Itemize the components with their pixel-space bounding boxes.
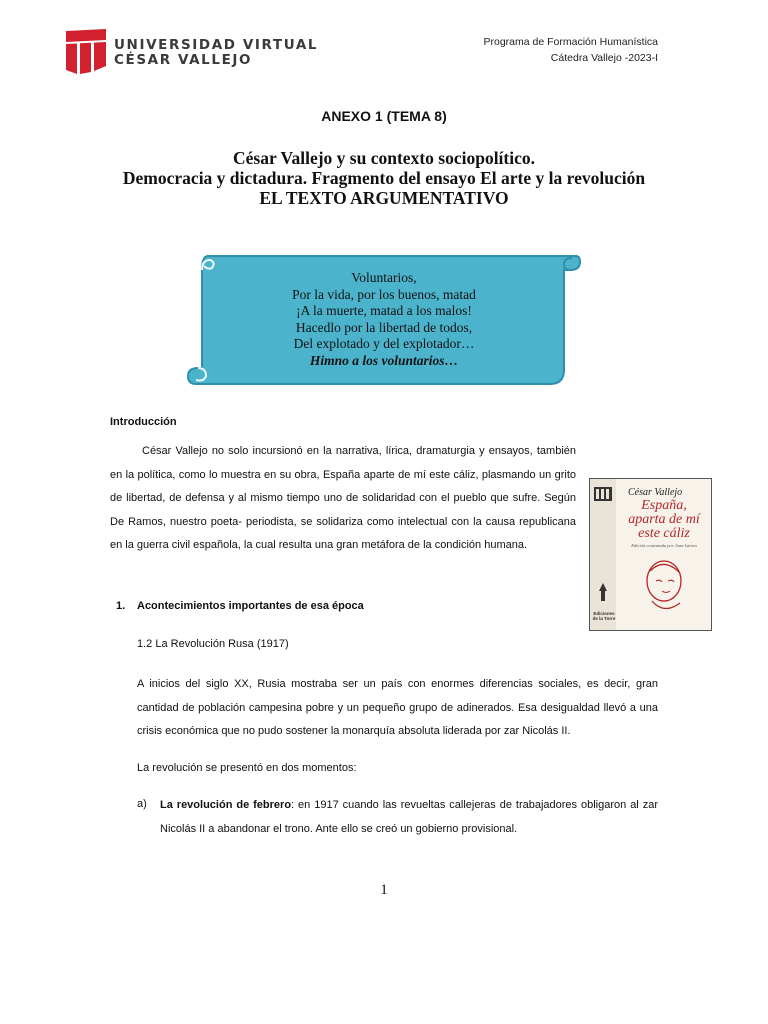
section-1-2-heading: 1.2 La Revolución Rusa (1917) [137,638,289,650]
poem-line: Voluntarios, [351,270,417,285]
list-marker-a: a) [137,798,147,810]
cover-publisher [592,611,616,621]
book-cover-image [589,478,712,631]
revolution-moments-text: La revolución se presentó en dos momentos: [137,762,357,774]
cover-title-line: este cáliz [638,526,690,541]
main-title [100,148,668,208]
poem-text [214,270,554,369]
intro-paragraph-text: César Vallejo no solo incursionó en la narrativa, lírica, dramaturgia y ensayos, también en la política, como lo muestra en su obra, España aparte de mí este cáliz, plasmando un grito de libertad, de defensa y al mismo tiempo uno de solidaridad con el pueblo que sufre. Según De Ramos, nuestro poeta- periodista, se solidariza como intelectual con la causa republicana en la guerra civil española, la cual resulta una gran metáfora de la condición humana. [110,445,576,551]
cover-author: César Vallejo [628,487,683,498]
intro-heading: Introducción [110,416,177,428]
poem-line: Hacedlo por la libertad de todos, [295,319,473,335]
main-title-line-2: Democracia y dictadura. Fragmento del ensayo El arte y la revolución [122,168,646,188]
poem-line: Por la vida, por los buenos, matad [292,286,476,302]
poem-source: Himno a los voluntarios… [309,352,459,368]
annex-title: ANEXO 1 (TEMA 8) [321,108,447,124]
logo-line-2: CÉSAR VALLEJO [114,52,253,68]
list-item-a-text: : en 1917 cuando las revueltas callejeras de trabajadores obligaron al zar Nicolás II a abandonar el trono. Ante ello se creó un gobierno provisional. [160,799,658,835]
program-name: Programa de Formación Humanística [483,36,658,48]
cover-publisher-line: Ediciones [593,611,615,616]
university-logo-icon [64,28,108,74]
cover-subtitle: Edición comentada por Juan Larrea [631,543,697,548]
section-1-heading: Acontecimientos importantes de esa época [137,600,364,612]
poem-line: Del explotado y del explotador… [293,336,475,351]
main-title-line-3: EL TEXTO ARGUMENTATIVO [259,188,509,208]
page-number: 1 [380,882,388,898]
cover-title-line: aparta de mí [628,512,700,527]
logo-line-1: UNIVERSIDAD VIRTUAL [114,37,319,53]
list-item-a-term: La revolución de febrero [160,799,292,811]
university-name [114,38,318,68]
russia-paragraph: A inicios del siglo XX, Rusia mostraba ser un país con enormes diferencias sociales, es decir, gran cantidad de población campesina pobre y un pequeño grupo de adinerados. Esa desigualdad llevó a una crisis económica que no pudo sostener la monarquía absoluta liderada por zar Nicolás II. [137,678,658,737]
section-1-number: 1. [116,600,126,612]
chair-name: Cátedra Vallejo -2023-I [550,52,658,64]
main-title-line-1: César Vallejo y su contexto sociopolítico. [232,148,536,168]
header-program-info [484,34,659,66]
cover-title [618,499,710,541]
cover-publisher-line: de la Torre [592,616,616,621]
poem-line: ¡A la muerte, matad a los malos! [296,303,472,318]
list-item-a [160,794,658,841]
cover-title-line: España, [641,498,687,513]
